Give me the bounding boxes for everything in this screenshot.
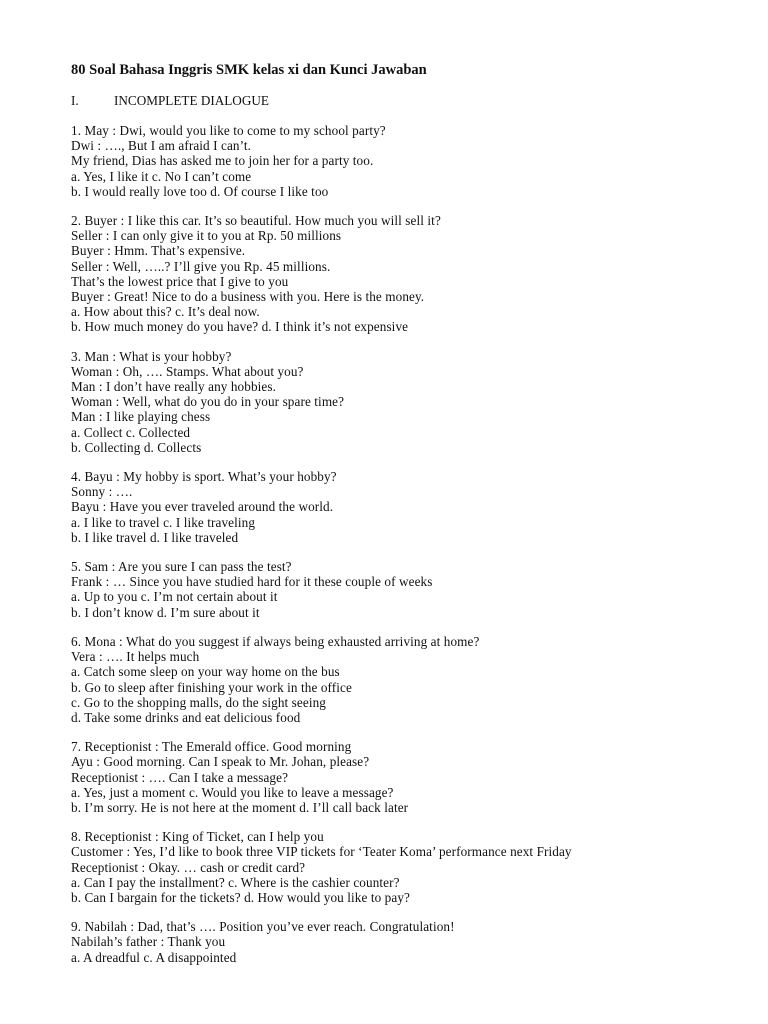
question-line: My friend, Dias has asked me to join her for a party too. xyxy=(71,153,374,169)
question-block xyxy=(71,919,731,965)
question-line: 7. Receptionist : The Emerald office. Good morning xyxy=(71,739,352,755)
question-line: Customer : Yes, I’d like to book three VIP tickets for ‘Teater Koma’ performance next Friday xyxy=(71,844,572,860)
question-line: Man : I don’t have really any hobbies. xyxy=(71,379,276,395)
section-label: INCOMPLETE DIALOGUE xyxy=(114,93,269,108)
question-line: Buyer : Hmm. That’s expensive. xyxy=(71,243,246,259)
question-line: Sonny : …. xyxy=(71,484,133,500)
question-line: Bayu : Have you ever traveled around the world. xyxy=(71,499,334,515)
question-line: Seller : I can only give it to you at Rp. 50 millions xyxy=(71,228,342,244)
question-block xyxy=(71,213,731,335)
section-heading xyxy=(71,93,731,109)
question-line: Man : I like playing chess xyxy=(71,409,211,425)
question-line: Vera : …. It helps much xyxy=(71,649,200,665)
question-block xyxy=(71,349,731,455)
question-line: a. A dreadful c. A disappointed xyxy=(71,949,237,965)
question-line: Woman : Well, what do you do in your spare time? xyxy=(71,394,345,410)
question-line: b. Can I bargain for the tickets? d. How would you like to pay? xyxy=(71,889,410,905)
question-line: a. Yes, just a moment c. Would you like to leave a message? xyxy=(71,784,394,800)
question-line: a. Collect c. Collected xyxy=(71,424,191,440)
question-line: b. Collecting d. Collects xyxy=(71,439,202,455)
question-line: a. I like to travel c. I like traveling xyxy=(71,514,256,530)
question-line: a. Catch some sleep on your way home on the bus xyxy=(71,664,340,680)
question-line: 6. Mona : What do you suggest if always being exhausted arriving at home? xyxy=(71,633,480,649)
question-line: 5. Sam : Are you sure I can pass the test? xyxy=(71,559,292,575)
question-line: a. Yes, I like it c. No I can’t come xyxy=(71,168,252,184)
question-line: Ayu : Good morning. Can I speak to Mr. Johan, please? xyxy=(71,754,370,770)
question-line: Frank : … Since you have studied hard for it these couple of weeks xyxy=(71,574,433,590)
section-number: I. xyxy=(71,93,79,108)
question-line: c. Go to the shopping malls, do the sight seeing xyxy=(71,694,326,710)
question-line: Receptionist : Okay. … cash or credit card? xyxy=(71,859,306,875)
question-line: Woman : Oh, …. Stamps. What about you? xyxy=(71,363,304,379)
question-line: Seller : Well, …..? I’ll give you Rp. 45 millions. xyxy=(71,258,331,274)
question-line: 8. Receptionist : King of Ticket, can I help you xyxy=(71,829,324,845)
question-line: b. I’m sorry. He is not here at the moment d. I’ll call back later xyxy=(71,799,409,815)
question-block xyxy=(71,739,731,815)
question-block xyxy=(71,559,731,620)
question-line: 2. Buyer : I like this car. It’s so beautiful. How much you will sell it? xyxy=(71,213,441,229)
question-line: b. I would really love too d. Of course I like too xyxy=(71,183,329,199)
question-line: 4. Bayu : My hobby is sport. What’s your hobby? xyxy=(71,469,337,485)
question-list xyxy=(71,123,731,965)
question-block xyxy=(71,829,731,905)
question-line: Receptionist : …. Can I take a message? xyxy=(71,769,289,785)
question-line: Dwi : …., But I am afraid I can’t. xyxy=(71,138,252,154)
question-line: d. Take some drinks and eat delicious food xyxy=(71,709,301,725)
document-title: 80 Soal Bahasa Inggris SMK kelas xi dan Kunci Jawaban xyxy=(71,62,427,78)
question-line: 1. May : Dwi, would you like to come to my school party? xyxy=(71,123,386,138)
question-block xyxy=(71,123,731,199)
question-line: b. How much money do you have? d. I think it’s not expensive xyxy=(71,319,409,335)
question-line: That’s the lowest price that I give to you xyxy=(71,273,289,289)
question-block xyxy=(71,469,731,545)
question-line: b. I like travel d. I like traveled xyxy=(71,529,239,545)
question-line: 9. Nabilah : Dad, that’s …. Position you’ve ever reach. Congratulation! xyxy=(71,919,455,935)
question-line: 3. Man : What is your hobby? xyxy=(71,348,232,364)
question-line: a. Can I pay the installment? c. Where is the cashier counter? xyxy=(71,874,400,890)
document-content xyxy=(71,62,731,979)
question-line: Buyer : Great! Nice to do a business with you. Here is the money. xyxy=(71,289,425,305)
question-line: a. Up to you c. I’m not certain about it xyxy=(71,589,278,605)
question-line: b. I don’t know d. I’m sure about it xyxy=(71,604,260,620)
question-line: b. Go to sleep after finishing your work in the office xyxy=(71,679,352,695)
question-line: a. How about this? c. It’s deal now. xyxy=(71,304,260,320)
question-line: Nabilah’s father : Thank you xyxy=(71,934,226,950)
question-block xyxy=(71,634,731,725)
